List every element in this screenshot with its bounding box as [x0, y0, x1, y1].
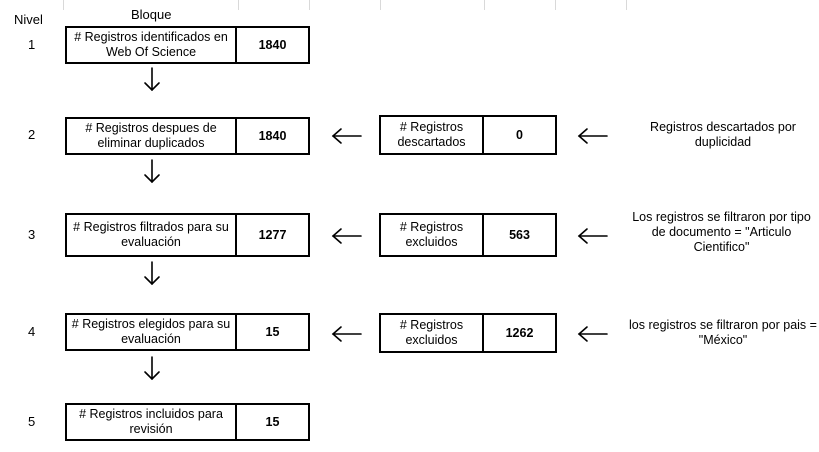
main-block-2-label: # Registros despues de eliminar duplicados — [85, 121, 217, 150]
main-block-5-label: # Registros incluidos para revisión — [79, 407, 223, 436]
side-block-excluidos-pais-value: 1262 — [482, 315, 555, 351]
down-arrow-icon — [145, 160, 159, 182]
note-pais: los registros se filtraron por pais = "México" — [629, 318, 817, 347]
side-block-excluidos-pais-label: # Registros excluidos — [399, 318, 464, 347]
left-arrow-icon — [579, 327, 607, 341]
down-arrow-icon — [145, 68, 159, 90]
main-block-1-label: # Registros identificados en Web Of Science — [74, 30, 228, 59]
level-label-5: 5 — [28, 414, 36, 429]
left-arrow-icon — [333, 129, 361, 143]
down-arrow-icon — [145, 357, 159, 379]
level-label-2: 2 — [28, 127, 36, 142]
main-block-3-label: # Registros filtrados para su evaluación — [73, 220, 229, 249]
main-block-3-value: 1277 — [235, 215, 308, 255]
main-block-4-value: 15 — [235, 315, 308, 349]
main-block-1-value: 1840 — [235, 28, 308, 62]
left-arrow-icon — [579, 129, 607, 143]
side-block-descartados-label: # Registros descartados — [397, 120, 466, 149]
nivel-header: Nivel — [14, 12, 43, 27]
side-block-descartados-value: 0 — [482, 117, 555, 153]
left-arrow-icon — [579, 229, 607, 243]
main-block-5-value: 15 — [235, 405, 308, 439]
down-arrow-icon — [145, 262, 159, 284]
left-arrow-icon — [333, 327, 361, 341]
level-label-3: 3 — [28, 227, 36, 242]
side-block-excluidos-tipo-label: # Registros excluidos — [399, 220, 464, 249]
left-arrow-icon — [333, 229, 361, 243]
side-block-excluidos-tipo-value: 563 — [482, 215, 555, 255]
note-duplicidad: Registros descartados por duplicidad — [650, 120, 796, 149]
note-tipo-documento: Los registros se filtraron por tipo de documento = "Articulo Cientifico" — [632, 210, 811, 254]
main-block-4-label: # Registros elegidos para su evaluación — [71, 317, 231, 346]
main-block-2-value: 1840 — [235, 119, 308, 153]
bloque-header: Bloque — [131, 7, 172, 22]
level-label-4: 4 — [28, 324, 36, 339]
level-label-1: 1 — [28, 37, 36, 52]
